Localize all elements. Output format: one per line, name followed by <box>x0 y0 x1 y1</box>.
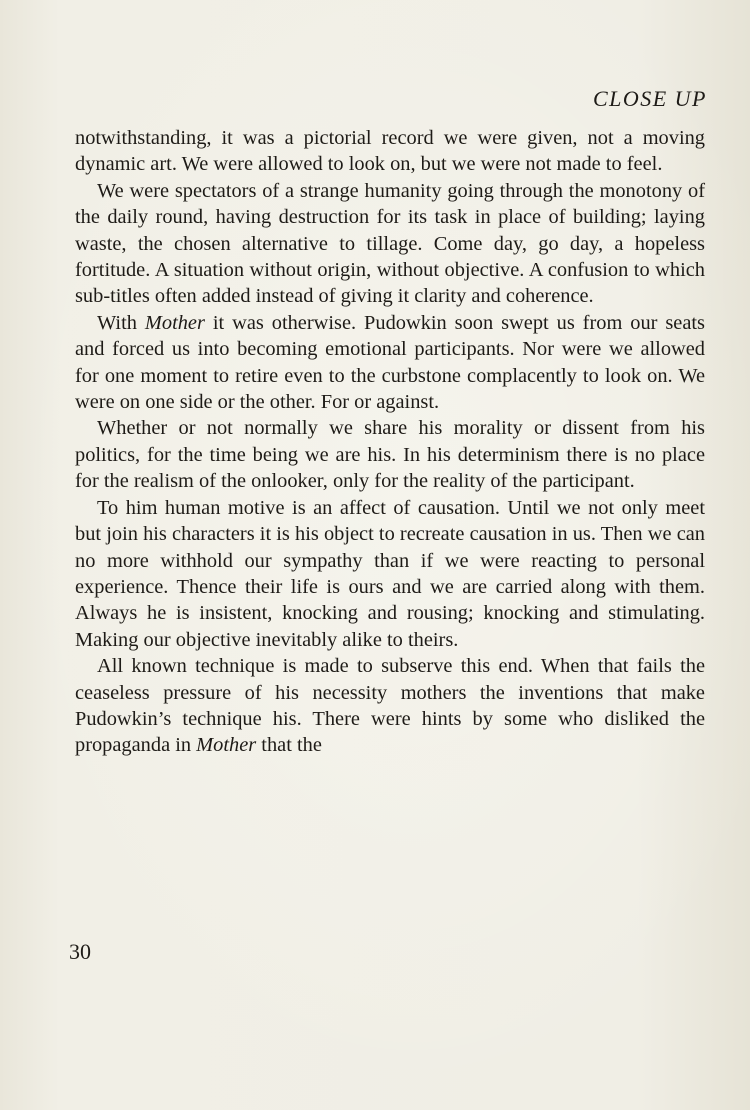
paragraph <box>75 178 705 310</box>
running-head: CLOSE UP <box>592 86 707 111</box>
italic-title-run: Mother <box>144 311 205 334</box>
text-run: it was otherwise. Pudowkin soon swept us from our seats and forced us into becoming emotional participants. Nor were we allowed for one moment to retire even to the curbstone complacently to look on. We were on one side or the other. For or against. <box>75 311 705 414</box>
text-run: With <box>97 311 145 334</box>
paragraph <box>75 310 705 416</box>
page-number: 30 <box>69 939 91 964</box>
text-run: Whether or not normally we share his morality or dissent from his politics, for the time being we are his. In his determinism there is no place for the realism of the onlooker, only for the reality of the participant. <box>75 417 705 493</box>
paragraph <box>75 653 705 759</box>
text-run: notwithstanding, it was a pictorial record we were given, not a moving dynamic art. We were allowed to look on, but we were not made to feel. <box>75 127 705 176</box>
text-run: that the <box>256 734 322 757</box>
italic-title-run: Mother <box>196 734 257 757</box>
body-text <box>75 125 705 759</box>
paragraph <box>75 125 705 178</box>
text-run: To him human motive is an affect of causation. Until we not only meet but join his characters it is his object to recreate causation in us. Then we can no more withhold our sympathy than if we were reacting to personal experience. Thence their life is ours and we are carried along with them. Always he is insistent, knocking and rousing; knocking and stimulating. Making our objective inevitably alike to theirs. <box>75 496 705 651</box>
text-run: All known technique is made to subserve this end. When that fails the ceaseless pressure of his necessity mothers the inventions that make Pudowkin’s technique his. There were hints by some who disliked the propaganda in <box>75 655 705 757</box>
text-run: We were spectators of a strange humanity going through the monotony of the daily round, having destruction for its task in place of building; laying waste, the chosen alternative to tillage. Come day, go day, a hopeless fortitude. A situation without origin, without objective. A confusion to which sub-titles often added instead of giving it clarity and coherence. <box>75 179 705 308</box>
paragraph <box>75 415 705 494</box>
paragraph <box>75 495 705 653</box>
